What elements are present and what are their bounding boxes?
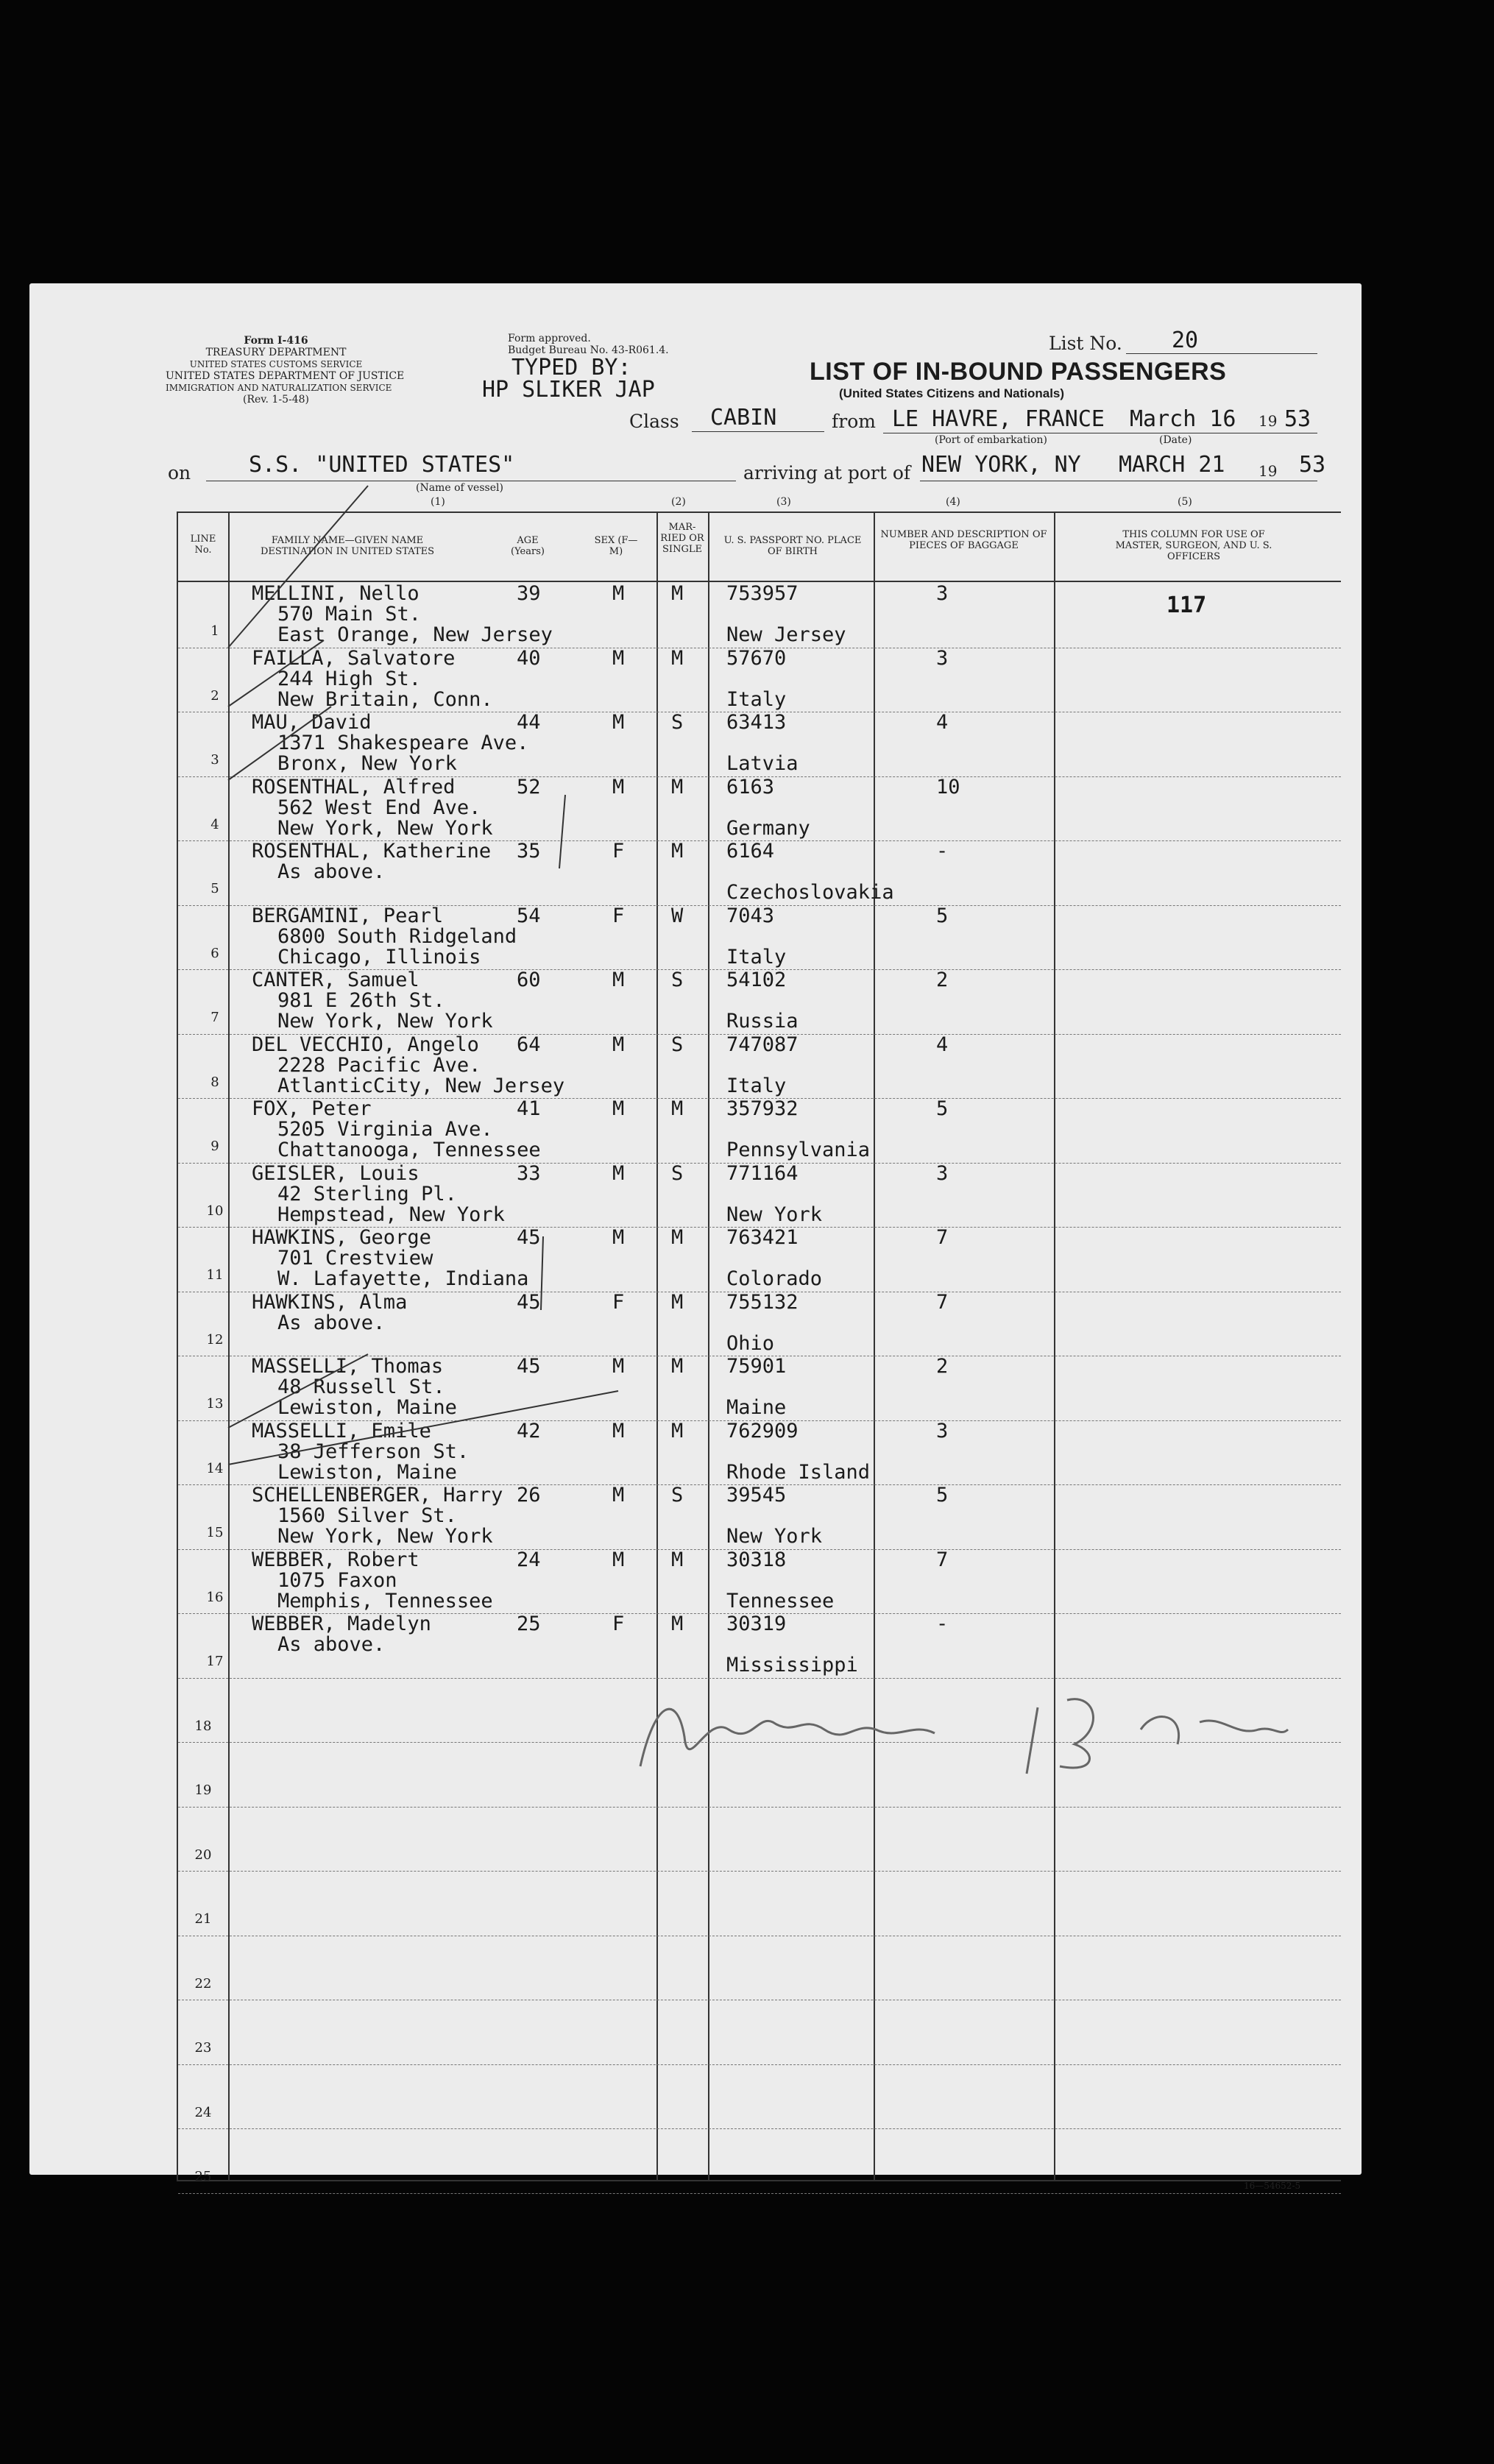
address-line-1: 48 Russell St. — [277, 1376, 445, 1398]
sex: F — [612, 840, 625, 863]
sex: M — [612, 1419, 625, 1442]
passport-number: 75901 — [726, 1355, 787, 1378]
line-number: 16 — [206, 1589, 224, 1605]
line-number: 15 — [206, 1525, 224, 1540]
baggage-count: 7 — [936, 1226, 949, 1249]
page-title: LIST OF IN-BOUND PASSENGERS — [810, 358, 1227, 386]
age: 24 — [517, 1548, 541, 1571]
sex: M — [612, 1548, 625, 1571]
address-line-2: Bronx, New York — [277, 752, 457, 775]
age: 45 — [517, 1355, 541, 1378]
baggage-count: 3 — [936, 1419, 949, 1442]
baggage-count: - — [936, 1612, 949, 1635]
place-of-birth: Maine — [726, 1396, 787, 1419]
passenger-name: MASSELLI, Thomas — [252, 1355, 444, 1378]
passport-number: 63413 — [726, 711, 787, 734]
class-label: Class — [629, 411, 679, 432]
sex: M — [612, 1097, 625, 1120]
line-number: 6 — [210, 945, 219, 961]
marital-status: M — [671, 1097, 684, 1120]
passport-number: 30319 — [726, 1612, 787, 1635]
marital-status: M — [671, 1355, 684, 1378]
passenger-name: MELLINI, Nello — [252, 582, 419, 605]
baggage-count: 3 — [936, 582, 949, 605]
age: 41 — [517, 1097, 541, 1120]
line-number: 17 — [206, 1654, 224, 1669]
line-number: 4 — [210, 816, 219, 832]
arrival-year: 53 — [1299, 452, 1326, 478]
from-label: from — [832, 411, 876, 432]
form-revision: (Rev. 1-5-48) — [243, 394, 309, 406]
row-divider — [178, 2193, 1341, 2194]
passenger-name: ROSENTHAL, Alfred — [252, 775, 456, 799]
empty-line-number: 22 — [194, 1975, 212, 1992]
passenger-name: HAWKINS, Alma — [252, 1290, 408, 1314]
marital-status: S — [671, 711, 684, 734]
line-number: 9 — [210, 1139, 219, 1154]
sex: M — [612, 582, 625, 605]
marital-status: M — [671, 582, 684, 605]
marital-status: M — [671, 1290, 684, 1314]
place-of-birth: Italy — [726, 945, 787, 969]
arrival-date: MARCH 21 — [1119, 452, 1225, 478]
passenger-name: BERGAMINI, Pearl — [252, 904, 444, 927]
col-num-2: (2) — [671, 496, 686, 508]
form-agency-block — [166, 335, 405, 406]
check-marks — [177, 471, 633, 1649]
treasury-dept: TREASURY DEPARTMENT — [205, 347, 347, 358]
address-line-2: Lewiston, Maine — [277, 1396, 457, 1419]
address-line-1: 1371 Shakespeare Ave. — [277, 732, 529, 754]
marital-status: M — [671, 840, 684, 863]
age: 44 — [517, 711, 541, 734]
age: 45 — [517, 1226, 541, 1249]
passport-number: 54102 — [726, 969, 787, 991]
embark-year-prefix: 19 — [1258, 412, 1278, 430]
sex: F — [612, 1290, 625, 1314]
passenger-name: WEBBER, Robert — [252, 1548, 419, 1571]
arrival-port: NEW YORK, NY — [921, 452, 1081, 478]
age: 35 — [517, 840, 541, 863]
baggage-count: 4 — [936, 1033, 949, 1056]
embarkation-date: March 16 — [1130, 406, 1236, 432]
row-divider — [178, 2128, 1341, 2129]
age: 40 — [517, 646, 541, 670]
address-line-2: New Britain, Conn. — [277, 687, 493, 711]
passenger-name: MASSELLI, Emile — [252, 1419, 431, 1442]
address-line-2: AtlanticCity, New Jersey — [277, 1074, 565, 1097]
sex: M — [612, 1033, 625, 1056]
arriving-label: arriving at port of — [743, 462, 911, 484]
age: 26 — [517, 1484, 541, 1507]
form-approved — [508, 333, 669, 356]
empty-line-number: 20 — [194, 1847, 212, 1863]
sex: M — [612, 646, 625, 670]
address-line-1: As above. — [277, 1311, 386, 1334]
address-line-2: Hempstead, New York — [277, 1203, 505, 1226]
address-line-1: 6800 South Ridgeland — [277, 924, 517, 948]
passport-number: 39545 — [726, 1484, 787, 1507]
address-line-2: East Orange, New Jersey — [277, 623, 553, 646]
header-name: FAMILY NAME—GIVEN NAME DESTINATION IN UNITED STATES — [260, 535, 435, 557]
line-number: 10 — [206, 1203, 224, 1219]
header-sex: SEX (F—M) — [594, 535, 638, 557]
place-of-birth: Russia — [726, 1010, 799, 1033]
list-no-label: List No. — [1049, 333, 1122, 354]
marital-status: S — [671, 969, 684, 991]
baggage-count: 10 — [936, 775, 960, 799]
age: 33 — [517, 1161, 541, 1185]
arrival-year-prefix: 19 — [1258, 462, 1278, 480]
place-of-birth: New Jersey — [726, 623, 846, 646]
baggage-count: 7 — [936, 1290, 949, 1314]
header-officers: THIS COLUMN FOR USE OF MASTER, SURGEON, AND U. S. OFFICERS — [1115, 529, 1272, 562]
address-line-1: 701 Crestview — [277, 1247, 433, 1270]
class-value: CABIN — [710, 405, 777, 431]
address-line-1: As above. — [277, 1633, 386, 1656]
baggage-count: 2 — [936, 1355, 949, 1378]
line-number: 5 — [210, 881, 219, 896]
line-number: 2 — [210, 687, 219, 704]
passport-number: 6164 — [726, 840, 775, 863]
empty-line-number: 18 — [194, 1718, 212, 1734]
approved-text: Form approved. — [508, 333, 591, 344]
place-of-birth: Mississippi — [726, 1654, 858, 1677]
empty-line-number: 21 — [194, 1911, 212, 1927]
line-number: 13 — [206, 1396, 224, 1412]
address-line-1: 42 Sterling Pl. — [277, 1182, 457, 1206]
age: 45 — [517, 1290, 541, 1314]
passport-number: 762909 — [726, 1419, 799, 1442]
address-line-1: 38 Jefferson St. — [277, 1440, 470, 1463]
place-of-birth: Italy — [726, 687, 787, 711]
header-line-no: LINE No. — [190, 534, 216, 556]
address-line-2: New York, New York — [277, 1525, 493, 1548]
empty-line-number: 25 — [194, 2169, 212, 2184]
age: 54 — [517, 904, 541, 927]
typed-by-value: HP SLIKER JAP — [482, 377, 655, 403]
passport-number: 57670 — [726, 646, 787, 670]
line-number: 11 — [206, 1267, 224, 1283]
budget-bureau-text: Budget Bureau No. 43-R061.4. — [508, 344, 669, 356]
row-divider — [178, 2064, 1341, 2065]
col-num-3: (3) — [776, 496, 791, 508]
officer-mark: 117 — [1166, 592, 1207, 618]
on-label: on — [168, 462, 191, 484]
list-no-underline — [1126, 353, 1317, 354]
age: 52 — [517, 775, 541, 799]
age: 25 — [517, 1612, 541, 1635]
sex: M — [612, 1161, 625, 1185]
passenger-name: FAILLA, Salvatore — [252, 646, 456, 670]
age: 60 — [517, 969, 541, 991]
baggage-count: 2 — [936, 969, 949, 991]
address-line-1: As above. — [277, 860, 386, 883]
place-of-birth: Italy — [726, 1074, 787, 1097]
passport-number: 753957 — [726, 582, 799, 605]
line-number: 12 — [206, 1331, 224, 1348]
embark-year: 53 — [1284, 406, 1311, 432]
header-married: MAR- RIED OR SINGLE — [660, 522, 704, 555]
baggage-count: 4 — [936, 711, 949, 734]
passenger-name: SCHELLENBERGER, Harry — [252, 1484, 503, 1507]
marital-status: M — [671, 1226, 684, 1249]
vessel-caption: (Name of vessel) — [416, 482, 503, 494]
date-caption: (Date) — [1159, 434, 1192, 446]
place-of-birth: Rhode Island — [726, 1460, 871, 1484]
address-line-2: Chattanooga, Tennessee — [277, 1139, 541, 1161]
passenger-name: MAU, David — [252, 711, 372, 734]
class-underline — [692, 431, 824, 432]
passenger-name: GEISLER, Louis — [252, 1161, 419, 1185]
baggage-count: 5 — [936, 1484, 949, 1507]
passenger-name: FOX, Peter — [252, 1097, 372, 1120]
passenger-name: DEL VECCHIO, Angelo — [252, 1033, 479, 1056]
sex: F — [612, 1612, 625, 1635]
sex: F — [612, 904, 625, 927]
address-line-2: New York, New York — [277, 816, 493, 840]
address-line-1: 570 Main St. — [277, 603, 422, 626]
sex: M — [612, 1226, 625, 1249]
empty-line-number: 23 — [194, 2040, 212, 2056]
passport-number: 755132 — [726, 1290, 799, 1314]
passport-number: 7043 — [726, 904, 775, 927]
form-number: Form I-416 — [244, 335, 308, 347]
address-line-1: 244 High St. — [277, 667, 422, 690]
header-age: AGE (Years) — [511, 535, 545, 557]
marital-status: W — [671, 904, 684, 927]
address-line-1: 562 West End Ave. — [277, 796, 481, 819]
passport-number: 771164 — [726, 1161, 799, 1185]
address-line-2: Memphis, Tennessee — [277, 1589, 493, 1612]
footer-code: 16—54652-5 — [1244, 2181, 1301, 2191]
address-line-1: 5205 Virginia Ave. — [277, 1118, 493, 1141]
line-number: 14 — [206, 1460, 224, 1476]
place-of-birth: Tennessee — [726, 1589, 835, 1612]
justice-dept: UNITED STATES DEPARTMENT OF JUSTICE — [166, 370, 405, 382]
sex: M — [612, 1355, 625, 1378]
marital-status: S — [671, 1484, 684, 1507]
line-number: 1 — [210, 623, 219, 639]
address-line-2: W. Lafayette, Indiana — [277, 1267, 529, 1290]
passenger-name: WEBBER, Madelyn — [252, 1612, 431, 1635]
vessel-name: S.S. "UNITED STATES" — [249, 452, 515, 478]
baggage-count: 7 — [936, 1548, 949, 1571]
marital-status: S — [671, 1033, 684, 1056]
marital-status: M — [671, 1419, 684, 1442]
empty-line-number: 19 — [194, 1782, 212, 1798]
line-number: 7 — [210, 1010, 219, 1025]
immigration-service: IMMIGRATION AND NATURALIZATION SERVICE — [166, 383, 392, 393]
sex: M — [612, 1484, 625, 1507]
header-passport: U. S. PASSPORT NO. PLACE OF BIRTH — [723, 535, 862, 557]
passport-number: 357932 — [726, 1097, 799, 1120]
marital-status: M — [671, 775, 684, 799]
baggage-count: 5 — [936, 1097, 949, 1120]
place-of-birth: Germany — [726, 816, 810, 840]
sex: M — [612, 775, 625, 799]
address-line-2: Chicago, Illinois — [277, 945, 481, 969]
address-line-1: 981 E 26th St. — [277, 989, 445, 1012]
baggage-count: 3 — [936, 1161, 949, 1185]
baggage-count: 5 — [936, 904, 949, 927]
address-line-1: 1560 Silver St. — [277, 1504, 457, 1527]
line-number: 8 — [210, 1074, 219, 1090]
handwritten-signature — [626, 1671, 1303, 1796]
marital-status: S — [671, 1161, 684, 1185]
customs-service: UNITED STATES CUSTOMS SERVICE — [189, 359, 363, 369]
passport-number: 763421 — [726, 1226, 799, 1249]
age: 42 — [517, 1419, 541, 1442]
passenger-name: CANTER, Samuel — [252, 969, 419, 991]
empty-line-number: 24 — [194, 2104, 212, 2120]
place-of-birth: New York — [726, 1203, 823, 1226]
place-of-birth: Pennsylvania — [726, 1139, 871, 1161]
place-of-birth: New York — [726, 1525, 823, 1548]
passport-number: 30318 — [726, 1548, 787, 1571]
row-divider — [178, 1807, 1341, 1808]
age: 39 — [517, 582, 541, 605]
age: 64 — [517, 1033, 541, 1056]
col-num-5: (5) — [1178, 496, 1192, 508]
header-baggage: NUMBER AND DESCRIPTION OF PIECES OF BAGGAGE — [880, 529, 1047, 551]
address-line-2: New York, New York — [277, 1010, 493, 1033]
sex: M — [612, 969, 625, 991]
col-num-1: (1) — [431, 496, 445, 508]
typed-by-label: TYPED BY: — [511, 355, 631, 380]
passenger-name: ROSENTHAL, Katherine — [252, 840, 492, 863]
sex: M — [612, 711, 625, 734]
passport-number: 747087 — [726, 1033, 799, 1056]
page-subtitle: (United States Citizens and Nationals) — [839, 386, 1065, 400]
row-divider — [178, 1871, 1341, 1872]
line-number: 3 — [210, 752, 219, 768]
list-no-value: 20 — [1172, 328, 1199, 353]
place-of-birth: Colorado — [726, 1267, 823, 1290]
passenger-name: HAWKINS, George — [252, 1226, 431, 1249]
marital-status: M — [671, 646, 684, 670]
col-num-4: (4) — [946, 496, 960, 508]
address-line-1: 1075 Faxon — [277, 1568, 397, 1592]
place-of-birth: Czechoslovakia — [726, 881, 894, 904]
address-line-1: 2228 Pacific Ave. — [277, 1053, 481, 1077]
port-embark-caption: (Port of embarkation) — [935, 434, 1047, 446]
address-line-2: Lewiston, Maine — [277, 1460, 457, 1484]
marital-status: M — [671, 1548, 684, 1571]
marital-status: M — [671, 1612, 684, 1635]
baggage-count: 3 — [936, 646, 949, 670]
passport-number: 6163 — [726, 775, 775, 799]
baggage-count: - — [936, 840, 949, 863]
port-of-embarkation: LE HAVRE, FRANCE — [892, 406, 1105, 432]
place-of-birth: Latvia — [726, 752, 799, 775]
place-of-birth: Ohio — [726, 1331, 775, 1355]
